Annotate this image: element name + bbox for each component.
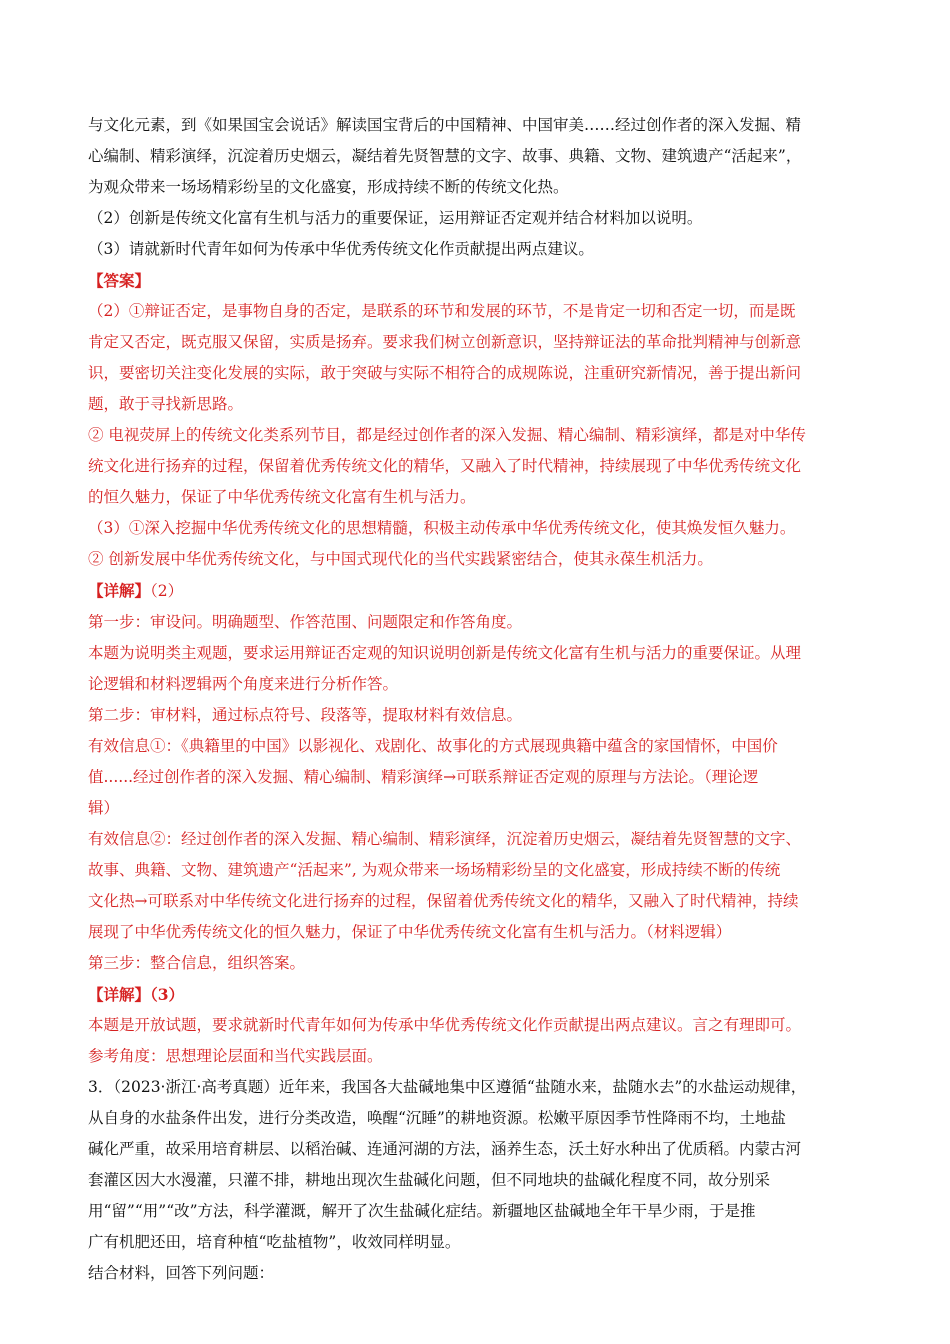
- document-page: [88, 110, 878, 1289]
- material-line: 为观众带来一场场精彩纷呈的文化盛宴，形成持续不断的传统文化热。: [88, 178, 569, 196]
- question-2: （2）创新是传统文化富有生机与活力的重要保证，运用辩证否定观并结合材料加以说明。: [88, 209, 703, 227]
- info-line: 文化热→可联系对中华传统文化进行扬弃的过程，保留着优秀传统文化的精华，又融入了时代精神，持续: [88, 892, 799, 910]
- answer-line: 识，要密切关注变化发展的实际，敢于突破与实际不相符合的成规陈说，注重研究新情况，善于提出新问: [88, 364, 802, 382]
- info-line: 故事、典籍、文物、建筑遗产“活起来”, 为观众带来一场场精彩纷呈的文化盛宴，形成持续不断的传统: [88, 861, 781, 879]
- step-1-line: 论逻辑和材料逻辑两个角度来进行分析作答。: [88, 675, 399, 693]
- material-line: 与文化元素，到《如果国宝会说话》解读国宝背后的中国精神、中国审美……经过创作者的深入发掘、精: [88, 116, 802, 134]
- question-3: （3）请就新时代青年如何为传承中华优秀传统文化作贡献提出两点建议。: [88, 240, 594, 258]
- question-3-line: 3．（2023·浙江·高考真题）近年来，我国各大盐碱地集中区遵循“盐随水来，盐随水去”的水盐运动规律，: [88, 1078, 807, 1096]
- answer-line: 肯定又否定，既克服又保留，实质是扬弃。要求我们树立创新意识，坚持辩证法的革命批判精神与创新意: [88, 333, 802, 351]
- detail-number: （2）: [150, 582, 184, 600]
- answer-line: ② 电视荧屏上的传统文化类系列节目，都是经过创作者的深入发掘、精心编制、精彩演绎，都是对中华传: [88, 426, 806, 444]
- info-line: 有效信息①：《典籍里的中国》以影视化、戏剧化、故事化的方式展现典籍中蕴含的家国情怀，中国价: [88, 737, 778, 755]
- detail-heading-1: [88, 575, 878, 607]
- info-line: 值......经过创作者的深入发掘、精心编制、精彩演绎→可联系辩证否定观的原理与方法论。（理论逻: [88, 768, 759, 786]
- answer-line: ② 创新发展中华优秀传统文化，与中国式现代化的当代实践紧密结合，使其永葆生机活力。: [88, 550, 713, 568]
- step-1-line: 本题为说明类主观题，要求运用辩证否定观的知识说明创新是传统文化富有生机与活力的重要保证。从理: [88, 644, 802, 662]
- question-3-line: 用“留”“用”“改”方法，科学灌溉，解开了次生盐碱化症结。新疆地区盐碱地全年干旱少雨，于是推: [88, 1202, 756, 1220]
- detail-tag: 【详解】: [88, 581, 151, 600]
- question-3-line: 碱化严重，故采用培育耕层、以稻治碱、连通河湖的方法，涵养生态，沃土好水种出了优质稻。内蒙古河: [88, 1140, 802, 1158]
- question-3-line: 从自身的水盐条件出发，进行分类改造，唤醒“沉睡”的耕地资源。松嫩平原因季节性降雨不均，土地盐: [88, 1109, 786, 1127]
- answer-line: 题，敢于寻找新思路。: [88, 395, 244, 413]
- info-line: 展现了中华优秀传统文化的恒久魅力，保证了中华优秀传统文化富有生机与活力。（材料逻辑）: [88, 923, 732, 941]
- material-line: 心编制、精彩演绎，沉淀着历史烟云，凝结着先贤智慧的文字、故事、典籍、文物、建筑遗产“活起来”，: [88, 147, 802, 165]
- detail-2-line: 参考角度：思想理论层面和当代实践层面。: [88, 1047, 383, 1065]
- answer-line: 的恒久魅力，保证了中华优秀传统文化富有生机与活力。: [88, 488, 476, 506]
- info-line: 辑）: [88, 799, 120, 817]
- answer-line: （2）①辩证否定，是事物自身的否定，是联系的环节和发展的环节，不是肯定一切和否定一切，而是既: [88, 302, 796, 320]
- detail-heading-2: 【详解】（3）: [88, 985, 185, 1004]
- question-3-line: 套灌区因大水漫灌，只灌不排，耕地出现次生盐碱化问题，但不同地块的盐碱化程度不同，故分别采: [88, 1171, 771, 1189]
- step-2: 第二步：审材料，通过标点符号、段落等，提取材料有效信息。: [88, 706, 523, 724]
- closing-prompt: 结合材料，回答下列问题：: [88, 1264, 275, 1282]
- answer-heading: 【答案】: [88, 271, 151, 290]
- step-3: 第三步：整合信息，组织答案。: [88, 954, 306, 972]
- info-line: 有效信息②：经过创作者的深入发掘、精心编制、精彩演绎，沉淀着历史烟云，凝结着先贤智慧的文字、: [88, 830, 802, 848]
- step-1: 第一步：审设问。明确题型、作答范围、问题限定和作答角度。: [88, 613, 523, 631]
- answer-line: （3）①深入挖掘中华优秀传统文化的思想精髓，积极主动传承中华优秀传统文化，使其焕发恒久魅力。: [88, 519, 796, 537]
- question-3-line: 广有机肥还田，培育种植“吃盐植物”，收效同样明显。: [88, 1233, 461, 1251]
- answer-line: 统文化进行扬弃的过程，保留着优秀传统文化的精华，又融入了时代精神，持续展现了中华优秀传统文化: [88, 457, 802, 475]
- detail-2-line: 本题是开放试题，要求就新时代青年如何为传承中华优秀传统文化作贡献提出两点建议。言之有理即可。: [88, 1016, 802, 1034]
